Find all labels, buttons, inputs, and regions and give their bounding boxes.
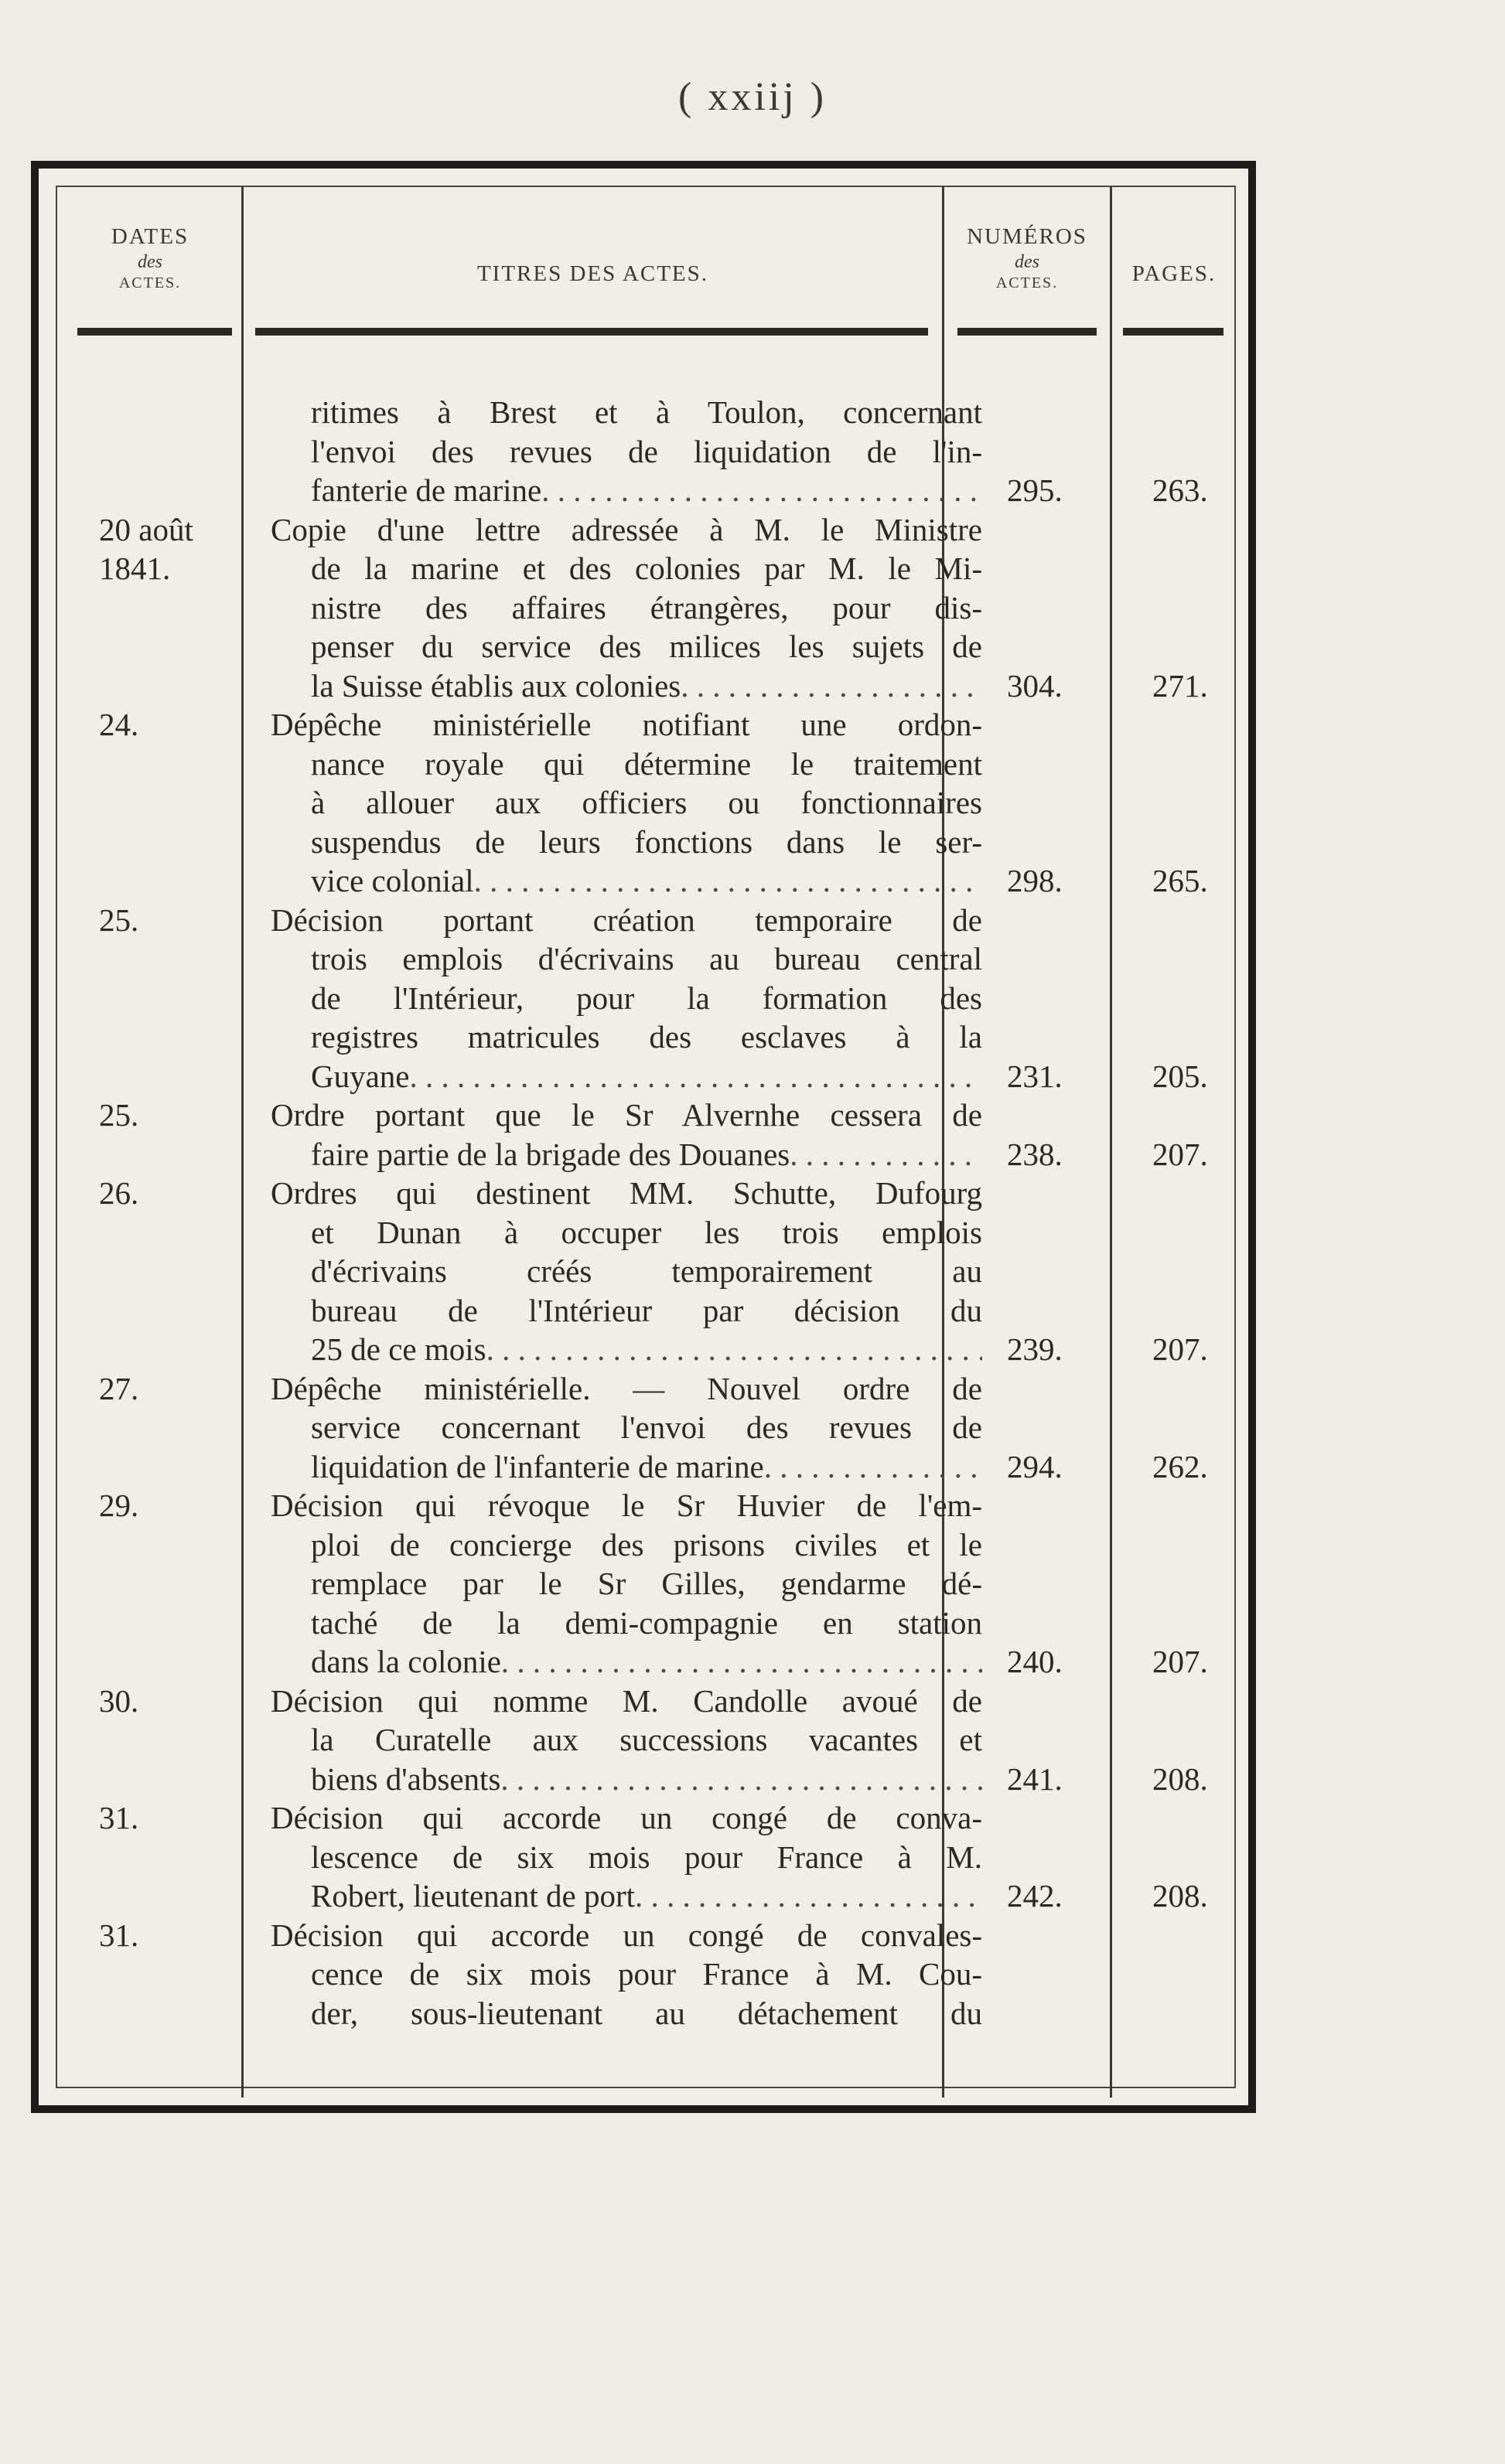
entry-title — [271, 510, 982, 706]
entry-title-line: Décision qui accorde un congé de convales- — [271, 1917, 982, 1953]
entry-title-line: Ordres qui destinent MM. Schutte, Dufourg — [271, 1175, 982, 1211]
entry-title-line: suspendus de leurs fonctions dans le ser- — [311, 823, 982, 860]
entry-title-line: Dépêche ministérielle. — Nouvel ordre de — [271, 1370, 982, 1406]
entry-date: 31. — [99, 1917, 139, 1953]
entry-numero: 231. — [1007, 1058, 1063, 1094]
entry-page: 205. — [1152, 1058, 1208, 1094]
entry-date: 31. — [99, 1800, 139, 1835]
entry-title-line: service concernant l'envoi des revues de — [311, 1409, 982, 1445]
header-dates-line2: des — [138, 252, 162, 273]
entry-title-line: Décision qui accorde un congé de conva- — [271, 1800, 982, 1835]
header-numeros-line2: des — [1015, 252, 1039, 273]
dot-leader — [541, 471, 982, 510]
header-pages — [1112, 260, 1236, 288]
header-numeros-line1: NUMÉROS — [967, 224, 1087, 249]
entry-numero: 242. — [1007, 1878, 1063, 1914]
dot-leader — [500, 1760, 982, 1799]
dot-leader — [764, 1447, 982, 1487]
entry-title-line: Dépêche ministérielle notifiant une ordon- — [271, 707, 982, 742]
dot-leader — [474, 861, 982, 901]
header-numeros-line3: ACTES. — [995, 274, 1059, 292]
entry-title-line: de l'Intérieur, pour la formation des — [311, 980, 982, 1016]
dot-leader — [681, 666, 982, 706]
entry-numero: 240. — [1007, 1644, 1063, 1679]
header-rule — [1123, 328, 1223, 336]
entry-title — [271, 1369, 982, 1487]
header-rule — [255, 328, 928, 336]
header-rule — [77, 328, 232, 336]
entry-numero: 238. — [1007, 1136, 1063, 1172]
entry-title — [271, 1682, 982, 1799]
header-dates-line3: ACTES. — [118, 274, 182, 292]
entry-numero: 294. — [1007, 1448, 1063, 1484]
header-dates-line1: DATES — [111, 224, 189, 249]
entry-title-line: et Dunan à occuper les trois emplois — [311, 1214, 982, 1250]
column-divider — [241, 187, 244, 2098]
entry-date: 25. — [99, 1097, 139, 1133]
entry-title-line: Décision qui révoque le Sr Huvier de l'em- — [271, 1488, 982, 1523]
entry-title-line: dans la colonie — [311, 1644, 501, 1679]
entry-title-line: nistre des affaires étrangères, pour dis- — [311, 589, 982, 625]
entry-title-line: Décision qui nomme M. Candolle avoué de — [271, 1682, 982, 1719]
entry-title-line: l'envoi des revues de liquidation de l'in- — [311, 433, 982, 469]
entry-title — [271, 1798, 982, 1916]
entry-title-line: Guyane — [311, 1058, 410, 1094]
entry-title-line: biens d'absents — [311, 1760, 501, 1797]
entry-title-line: fanterie de marine — [311, 472, 542, 508]
entry-date: 20 août 1841. — [99, 511, 193, 586]
entry-title-line: ritimes à Brest et à Toulon, concernant — [311, 394, 982, 430]
dot-leader — [635, 1876, 982, 1916]
entry-title-line: registres matricules des esclaves à la — [311, 1019, 982, 1055]
entry-title-line: lescence de six mois pour France à M. — [311, 1839, 982, 1875]
entry-title-line: Ordre portant que le Sr Alvernhe cessera de — [271, 1097, 982, 1133]
dot-leader — [486, 1330, 982, 1369]
dot-leader — [410, 1057, 982, 1096]
entry-numero: 295. — [1007, 472, 1063, 508]
entry-numero: 304. — [1007, 667, 1063, 704]
entry-title-line: taché de la demi-compagnie en station — [311, 1604, 982, 1641]
entry-title-line: d'écrivains créés temporairement au — [311, 1253, 982, 1289]
entry-page: 265. — [1152, 863, 1208, 898]
entry-page: 208. — [1152, 1878, 1208, 1914]
entry-page: 208. — [1152, 1760, 1208, 1797]
entry-title — [271, 1916, 982, 2033]
entry-numero: 239. — [1007, 1331, 1063, 1367]
entry-title — [271, 705, 982, 901]
entry-title — [271, 1096, 982, 1174]
entry-title — [271, 393, 982, 510]
entry-date: 29. — [99, 1488, 139, 1523]
entry-date: 24. — [99, 707, 139, 742]
entry-title-line: de la marine et des colonies par M. le Mi- — [311, 550, 982, 586]
entry-title-line: cence de six mois pour France à M. Cou- — [311, 1956, 982, 1992]
entry-title — [271, 1486, 982, 1682]
entry-title-line: liquidation de l'infanterie de marine — [311, 1448, 764, 1484]
entry-title-line: la Curatelle aux successions vacantes et — [311, 1722, 982, 1757]
entry-numero: 298. — [1007, 863, 1063, 898]
header-numeros — [944, 223, 1110, 293]
header-dates — [59, 223, 241, 293]
entry-date: 27. — [99, 1370, 139, 1406]
entry-title — [271, 1174, 982, 1369]
entry-page: 263. — [1152, 472, 1208, 508]
entry-page: 262. — [1152, 1448, 1208, 1484]
entry-date: 30. — [99, 1682, 139, 1719]
header-pages-label: PAGES. — [1131, 261, 1217, 286]
entry-title-line: bureau de l'Intérieur par décision du — [311, 1292, 982, 1328]
dot-leader — [790, 1135, 982, 1174]
entry-title-line: la Suisse établis aux colonies — [311, 667, 681, 704]
entry-title — [271, 901, 982, 1096]
entry-title-line: 25 de ce mois — [311, 1331, 486, 1367]
entry-title-line: Décision portant création temporaire de — [271, 901, 982, 938]
dot-leader — [501, 1642, 982, 1682]
entry-title-line: Copie d'une lettre adressée à M. le Ministre — [271, 511, 982, 547]
header-rule — [957, 328, 1097, 336]
entry-page: 207. — [1152, 1331, 1208, 1367]
entry-title-line: à allouer aux officiers ou fonctionnaires — [311, 785, 982, 820]
page-header: ( xxiij ) — [678, 75, 827, 119]
entry-page: 207. — [1152, 1644, 1208, 1679]
entry-numero: 241. — [1007, 1760, 1063, 1797]
entry-page: 207. — [1152, 1136, 1208, 1172]
entry-title-line: remplace par le Sr Gilles, gendarme dé- — [311, 1566, 982, 1601]
table-frame — [31, 161, 1256, 2113]
entry-title-line: penser du service des milices les sujets de — [311, 629, 982, 664]
entry-page: 271. — [1152, 667, 1208, 704]
entry-title-line: faire partie de la brigade des Douanes — [311, 1136, 790, 1172]
entry-title-line: der, sous-lieutenant au détachement du — [311, 1995, 982, 2031]
entry-date: 25. — [99, 901, 139, 938]
entry-title-line: trois emplois d'écrivains au bureau central — [311, 941, 982, 976]
entry-title-line: vice colonial — [311, 863, 474, 898]
header-titres — [244, 260, 942, 288]
header-titres-label: TITRES DES ACTES. — [476, 261, 709, 286]
entry-date: 26. — [99, 1175, 139, 1211]
entry-title-line: nance royale qui détermine le traitement — [311, 745, 982, 782]
entry-title-line: ploi de concierge des prisons civiles et le — [311, 1526, 982, 1563]
entry-title-line: Robert, lieutenant de port — [311, 1878, 635, 1914]
